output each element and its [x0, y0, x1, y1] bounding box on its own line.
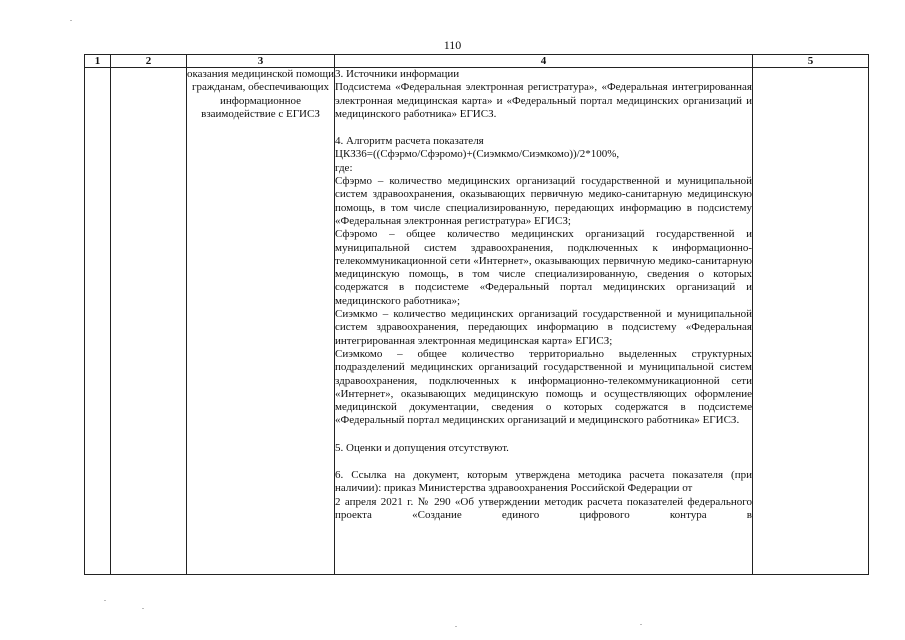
scan-speck	[70, 20, 72, 21]
cell-col-3: оказания медицинской помощи гражданам, обеспечивающих информационное взаимодействие с ЕГИСЗ	[187, 68, 335, 575]
table-row	[85, 68, 869, 575]
definition-siemkomo: Сиэмкомо – общее количество территориально выделенных структурных подразделений медицинских организаций государственной и муниципальной систем здравоохранения, подключенных к информационно-телекоммуникационной сети «Интернет», оказывающих медицинскую помощь и осуществляющих оформление медицинской документации, сведения о которых содержатся в подсистеме «Федеральный портал медицинских организаций и медицинского работника» ЕГИСЗ.	[335, 347, 752, 427]
cell-col-2	[111, 68, 187, 575]
section-3-text: Подсистема «Федеральная электронная регистратура», «Федеральная интегрированная электронная медицинская карта» и «Федеральный портал медицинских организаций и медицинского работника» ЕГИСЗ.	[335, 81, 752, 120]
section-6-continuation: 2 апреля 2021 г. № 290 «Об утверждении методик расчета показателей федерального проекта «Создание единого цифрового контура в	[335, 495, 752, 521]
header-col-4: 4	[335, 55, 753, 68]
section-5-text: 5. Оценки и допущения отсутствуют.	[335, 441, 509, 454]
where-label: где:	[335, 161, 353, 174]
definition-sferomo: Сфэромо – общее количество медицинских организаций государственной и муниципальной систем здравоохранения, подключенных к информационно-телекоммуникационной сети «Интернет», оказывающих первичную медико-санитарную медицинскую помощь, в том числе специализированную, сведения о которых содержатся в подсистеме «Федеральный портал медицинских организаций и медицинского работника»;	[335, 228, 752, 307]
header-col-2: 2	[111, 55, 187, 68]
header-col-1: 1	[85, 55, 111, 68]
scan-speck	[104, 600, 106, 601]
cell-col-5	[753, 68, 869, 575]
section-6-text: 6. Ссылка на документ, которым утверждена методика расчета показателя (при наличии): приказ Министерства здравоохранения Российской Федерации от	[335, 469, 752, 495]
formula: ЦКЗ36=((Сфэрмо/Сфэромо)+(Сиэмкмо/Сиэмкомо))/2*100%,	[335, 148, 620, 161]
scan-speck	[142, 608, 144, 609]
header-col-5: 5	[753, 55, 869, 68]
document-table	[84, 54, 869, 575]
definition-siemkmo: Сиэмкмо – количество медицинских организаций государственной и муниципальной систем здравоохранения, передающих информацию в подсистему «Федеральная интегрированная электронная медицинская карта» ЕГИСЗ;	[335, 308, 752, 347]
cell-col-4	[335, 68, 753, 575]
section-3-title: 3. Источники информации	[335, 68, 460, 80]
scan-speck	[640, 624, 642, 625]
header-row	[85, 55, 869, 68]
definition-sfermo: Сфэрмо – количество медицинских организаций государственной и муниципальной систем здравоохранения, оказывающих первичную медико-санитарную медицинскую помощь, в том числе специализированную, передающих информацию в подсистему «Федеральная электронная регистратура» ЕГИСЗ;	[335, 175, 752, 227]
cell-col-1	[85, 68, 111, 575]
header-col-3: 3	[187, 55, 335, 68]
scan-speck	[455, 626, 457, 627]
page-number: 110	[443, 38, 462, 52]
section-4-title: 4. Алгоритм расчета показателя	[335, 135, 484, 148]
